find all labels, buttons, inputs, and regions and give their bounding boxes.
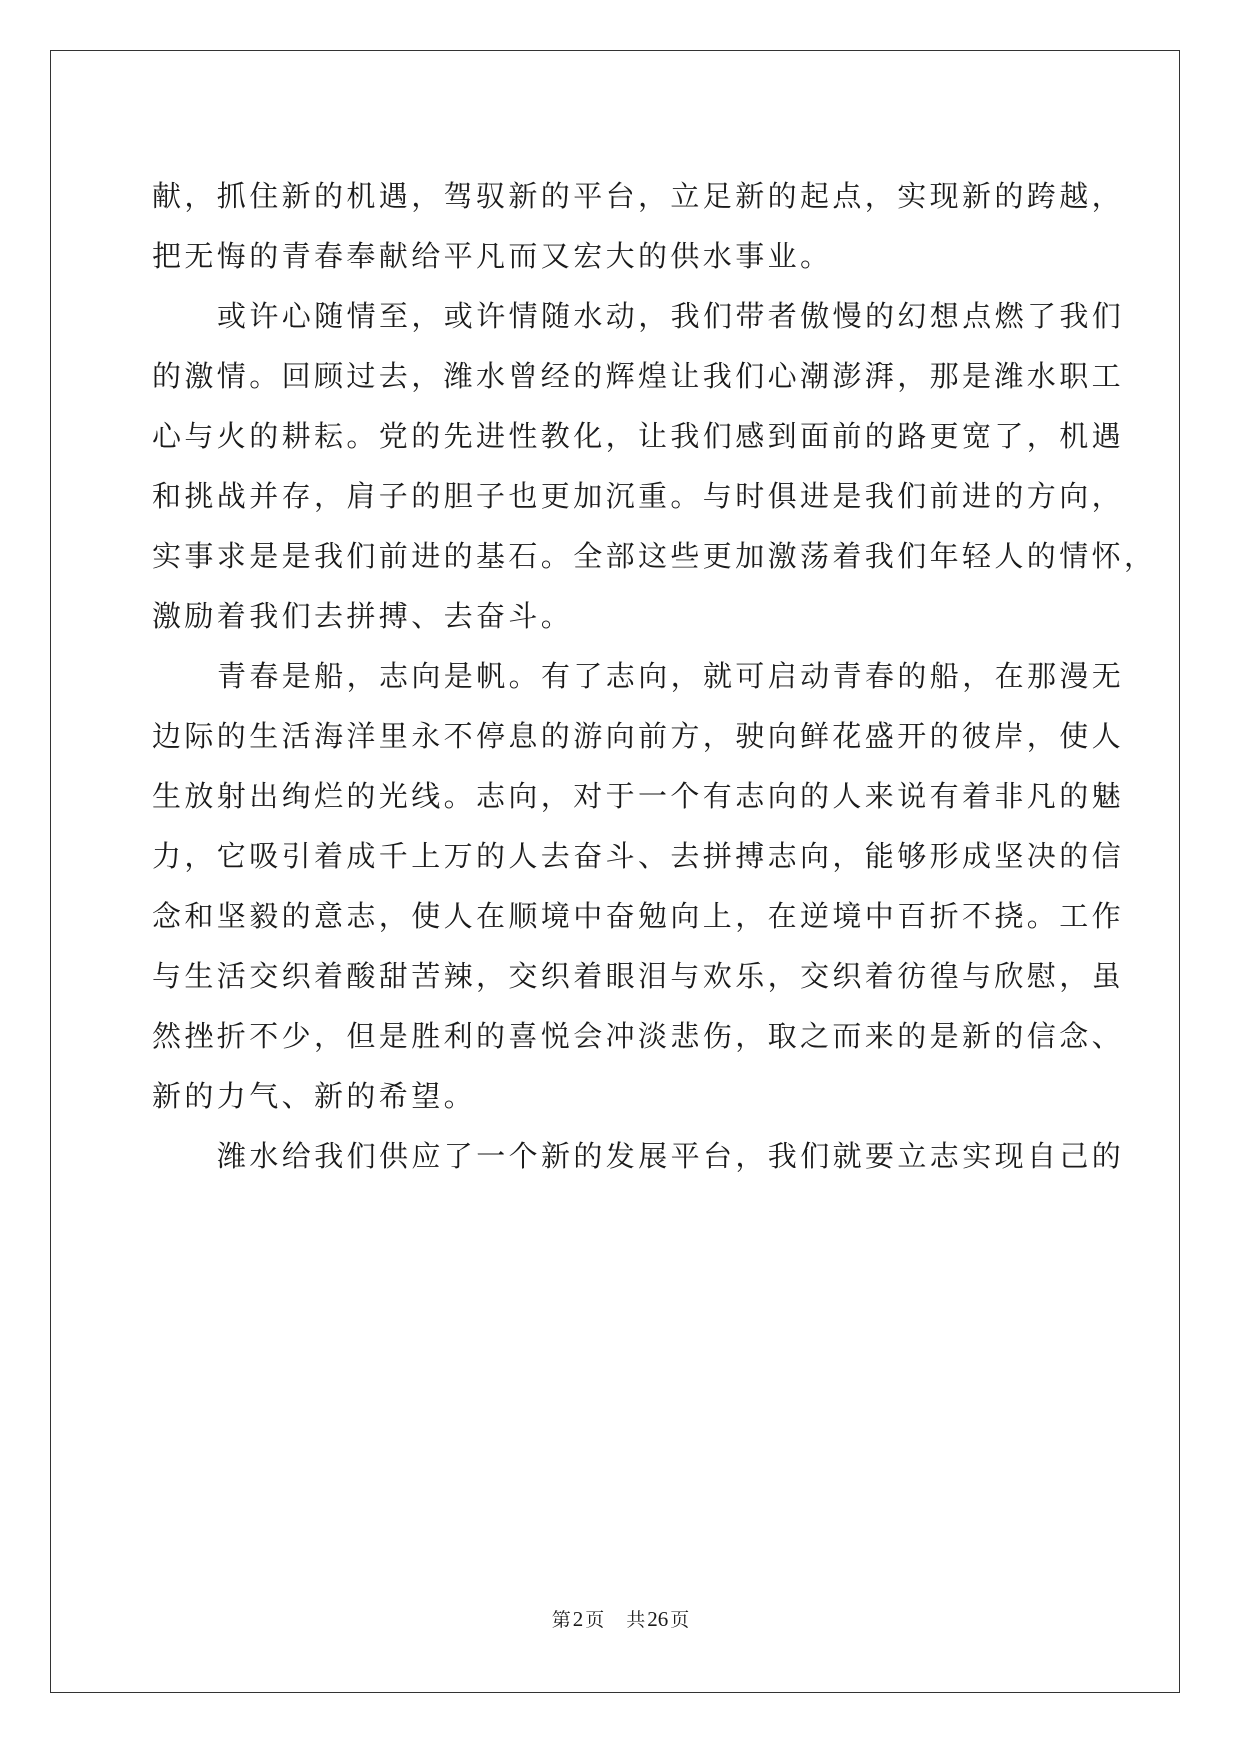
page-number: 2 bbox=[572, 1607, 584, 1631]
text-line: 实事求是是我们前进的基石。全部这些更加激荡着我们年轻人的情怀， bbox=[152, 539, 1157, 573]
text-line: 边际的生活海洋里永不停息的游向前方，驶向鲜花盛开的彼岸，使人 bbox=[152, 719, 1125, 753]
text-line: 然挫折不少，但是胜利的喜悦会冲淡悲伤，取之而来的是新的信念、 bbox=[152, 1019, 1125, 1053]
text-line: 青春是船，志向是帆。有了志向，就可启动青春的船，在那漫无 bbox=[217, 659, 1125, 693]
page-prefix: 第 bbox=[551, 1609, 571, 1631]
total-suffix: 页 bbox=[670, 1609, 690, 1631]
total-pages: 26 bbox=[647, 1607, 669, 1631]
text-line: 念和坚毅的意志，使人在顺境中奋勉向上，在逆境中百折不挠。工作 bbox=[152, 899, 1125, 933]
text-line: 献，抓住新的机遇，驾驭新的平台，立足新的起点，实现新的跨越， bbox=[152, 179, 1125, 213]
total-prefix: 共 bbox=[626, 1609, 646, 1631]
document-body bbox=[152, 166, 1157, 1186]
text-line: 生放射出绚烂的光线。志向，对于一个有志向的人来说有着非凡的魅 bbox=[152, 779, 1125, 813]
page-footer bbox=[0, 1605, 1241, 1632]
text-line: 的激情。回顾过去，潍水曾经的辉煌让我们心潮澎湃，那是潍水职工 bbox=[152, 359, 1125, 393]
page-suffix: 页 bbox=[585, 1609, 605, 1631]
text-line: 力，它吸引着成千上万的人去奋斗、去拼搏志向，能够形成坚决的信 bbox=[152, 839, 1125, 873]
text-line: 把无悔的青春奉献给平凡而又宏大的供水事业。 bbox=[152, 239, 833, 273]
text-line: 与生活交织着酸甜苦辣，交织着眼泪与欢乐，交织着彷徨与欣慰，虽 bbox=[152, 959, 1125, 993]
text-line: 新的力气、新的希望。 bbox=[152, 1079, 477, 1113]
text-line: 和挑战并存，肩子的胆子也更加沉重。与时俱进是我们前进的方向， bbox=[152, 479, 1125, 513]
text-line: 或许心随情至，或许情随水动，我们带者傲慢的幻想点燃了我们 bbox=[217, 299, 1125, 333]
text-line: 潍水给我们供应了一个新的发展平台，我们就要立志实现自己的 bbox=[217, 1139, 1125, 1173]
text-line: 激励着我们去拼搏、去奋斗。 bbox=[152, 599, 574, 633]
text-line: 心与火的耕耘。党的先进性教化，让我们感到面前的路更宽了，机遇 bbox=[152, 419, 1125, 453]
